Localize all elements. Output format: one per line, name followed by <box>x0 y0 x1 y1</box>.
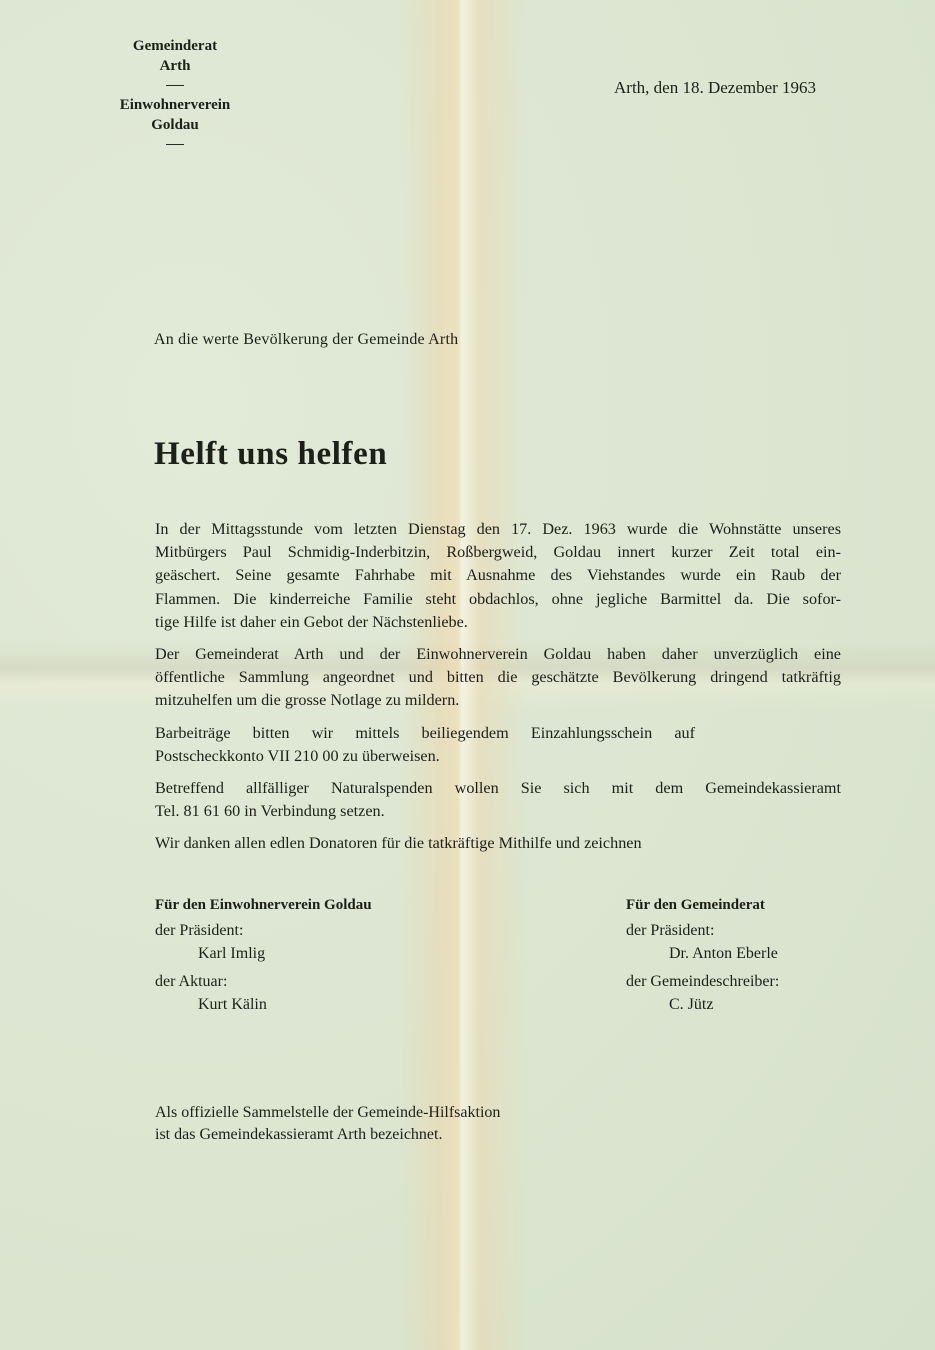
text-line: Barbeiträge bitten wir mittels beiliegendem Einzahlungsschein auf <box>155 723 695 742</box>
signature-heading: Für den Einwohnerverein Goldau <box>155 897 372 913</box>
text-line: geäschert. Seine gesamte Fahrhabe mit Ausnahme des Viehstandes wurde ein Raub der <box>155 566 841 585</box>
letterhead-divider <box>166 144 184 145</box>
signature-name: Kurt Kälin <box>198 996 267 1013</box>
letter-title: Helft uns helfen <box>154 436 388 472</box>
text-line: Der Gemeinderat Arth und der Einwohnerverein Goldau haben daher unverzüglich eine <box>155 645 841 664</box>
text-line: mitzuhelfen um die grosse Notlage zu mildern. <box>155 691 460 710</box>
text-line: öffentliche Sammlung angeordnet und bitten die geschätzte Bevölkerung dringend tatkräftig <box>155 668 841 687</box>
letterhead-divider <box>166 85 184 86</box>
text-line: Postscheckkonto VII 210 00 zu überweisen. <box>155 746 440 765</box>
signature-role: der Präsident: <box>626 922 715 939</box>
signature-role: der Präsident: <box>155 922 244 939</box>
text-line: Flammen. Die kinderreiche Familie steht obdachlos, ohne jegliche Barmittel da. Die sofor- <box>155 589 841 608</box>
paragraph-collection-appeal <box>155 643 841 713</box>
paragraph-cash-donations <box>155 722 695 768</box>
letter-date: Arth, den 18. Dezember 1963 <box>614 78 817 97</box>
text-line: Wir danken allen edlen Donatoren für die tatkräftige Mithilfe und zeichnen <box>155 834 642 853</box>
letterhead-org2-place: Goldau <box>151 117 199 133</box>
signature-role: der Gemeindeschreiber: <box>626 973 780 990</box>
text-line: In der Mittagsstunde vom letzten Dienstag den 17. Dez. 1963 wurde die Wohnstätte unseres <box>155 520 841 538</box>
text-line: Mitbürgers Paul Schmidig-Inderbitzin, Roßbergweid, Goldau innert kurzer Zeit total ein- <box>155 543 841 562</box>
paragraph-fire-report <box>155 518 841 634</box>
text-line: tige Hilfe ist daher ein Gebot der Nächstenliebe. <box>155 612 468 631</box>
paragraph-goods-donations <box>155 777 841 823</box>
salutation: An die werte Bevölkerung der Gemeinde Arth <box>154 331 459 348</box>
letterhead-org1-name: Gemeinderat <box>132 38 218 54</box>
signature-name: Karl Imlig <box>198 945 266 962</box>
footer-note <box>155 1102 500 1146</box>
letterhead <box>95 36 255 154</box>
signature-heading: Für den Gemeinderat <box>626 897 765 913</box>
signature-role: der Aktuar: <box>155 973 228 990</box>
signature-name: C. Jütz <box>669 996 714 1013</box>
letterhead-org1-place: Arth <box>159 58 191 74</box>
footer-note-line: Als offizielle Sammelstelle der Gemeinde-Hilfsaktion <box>155 1104 501 1121</box>
signature-block-einwohnerverein <box>155 894 372 1021</box>
signature-name: Dr. Anton Eberle <box>669 945 778 962</box>
text-line: Tel. 81 61 60 in Verbindung setzen. <box>155 802 385 821</box>
letter-body <box>155 518 841 865</box>
signature-block-gemeinderat <box>626 894 779 1021</box>
letterhead-org2-name: Einwohnerverein <box>119 97 231 113</box>
paragraph-thanks <box>155 832 841 855</box>
text-line: Betreffend allfälliger Naturalspenden wollen Sie sich mit dem Gemeindekassieramt <box>155 779 841 798</box>
footer-note-line: ist das Gemeindekassieramt Arth bezeichnet. <box>155 1126 443 1143</box>
